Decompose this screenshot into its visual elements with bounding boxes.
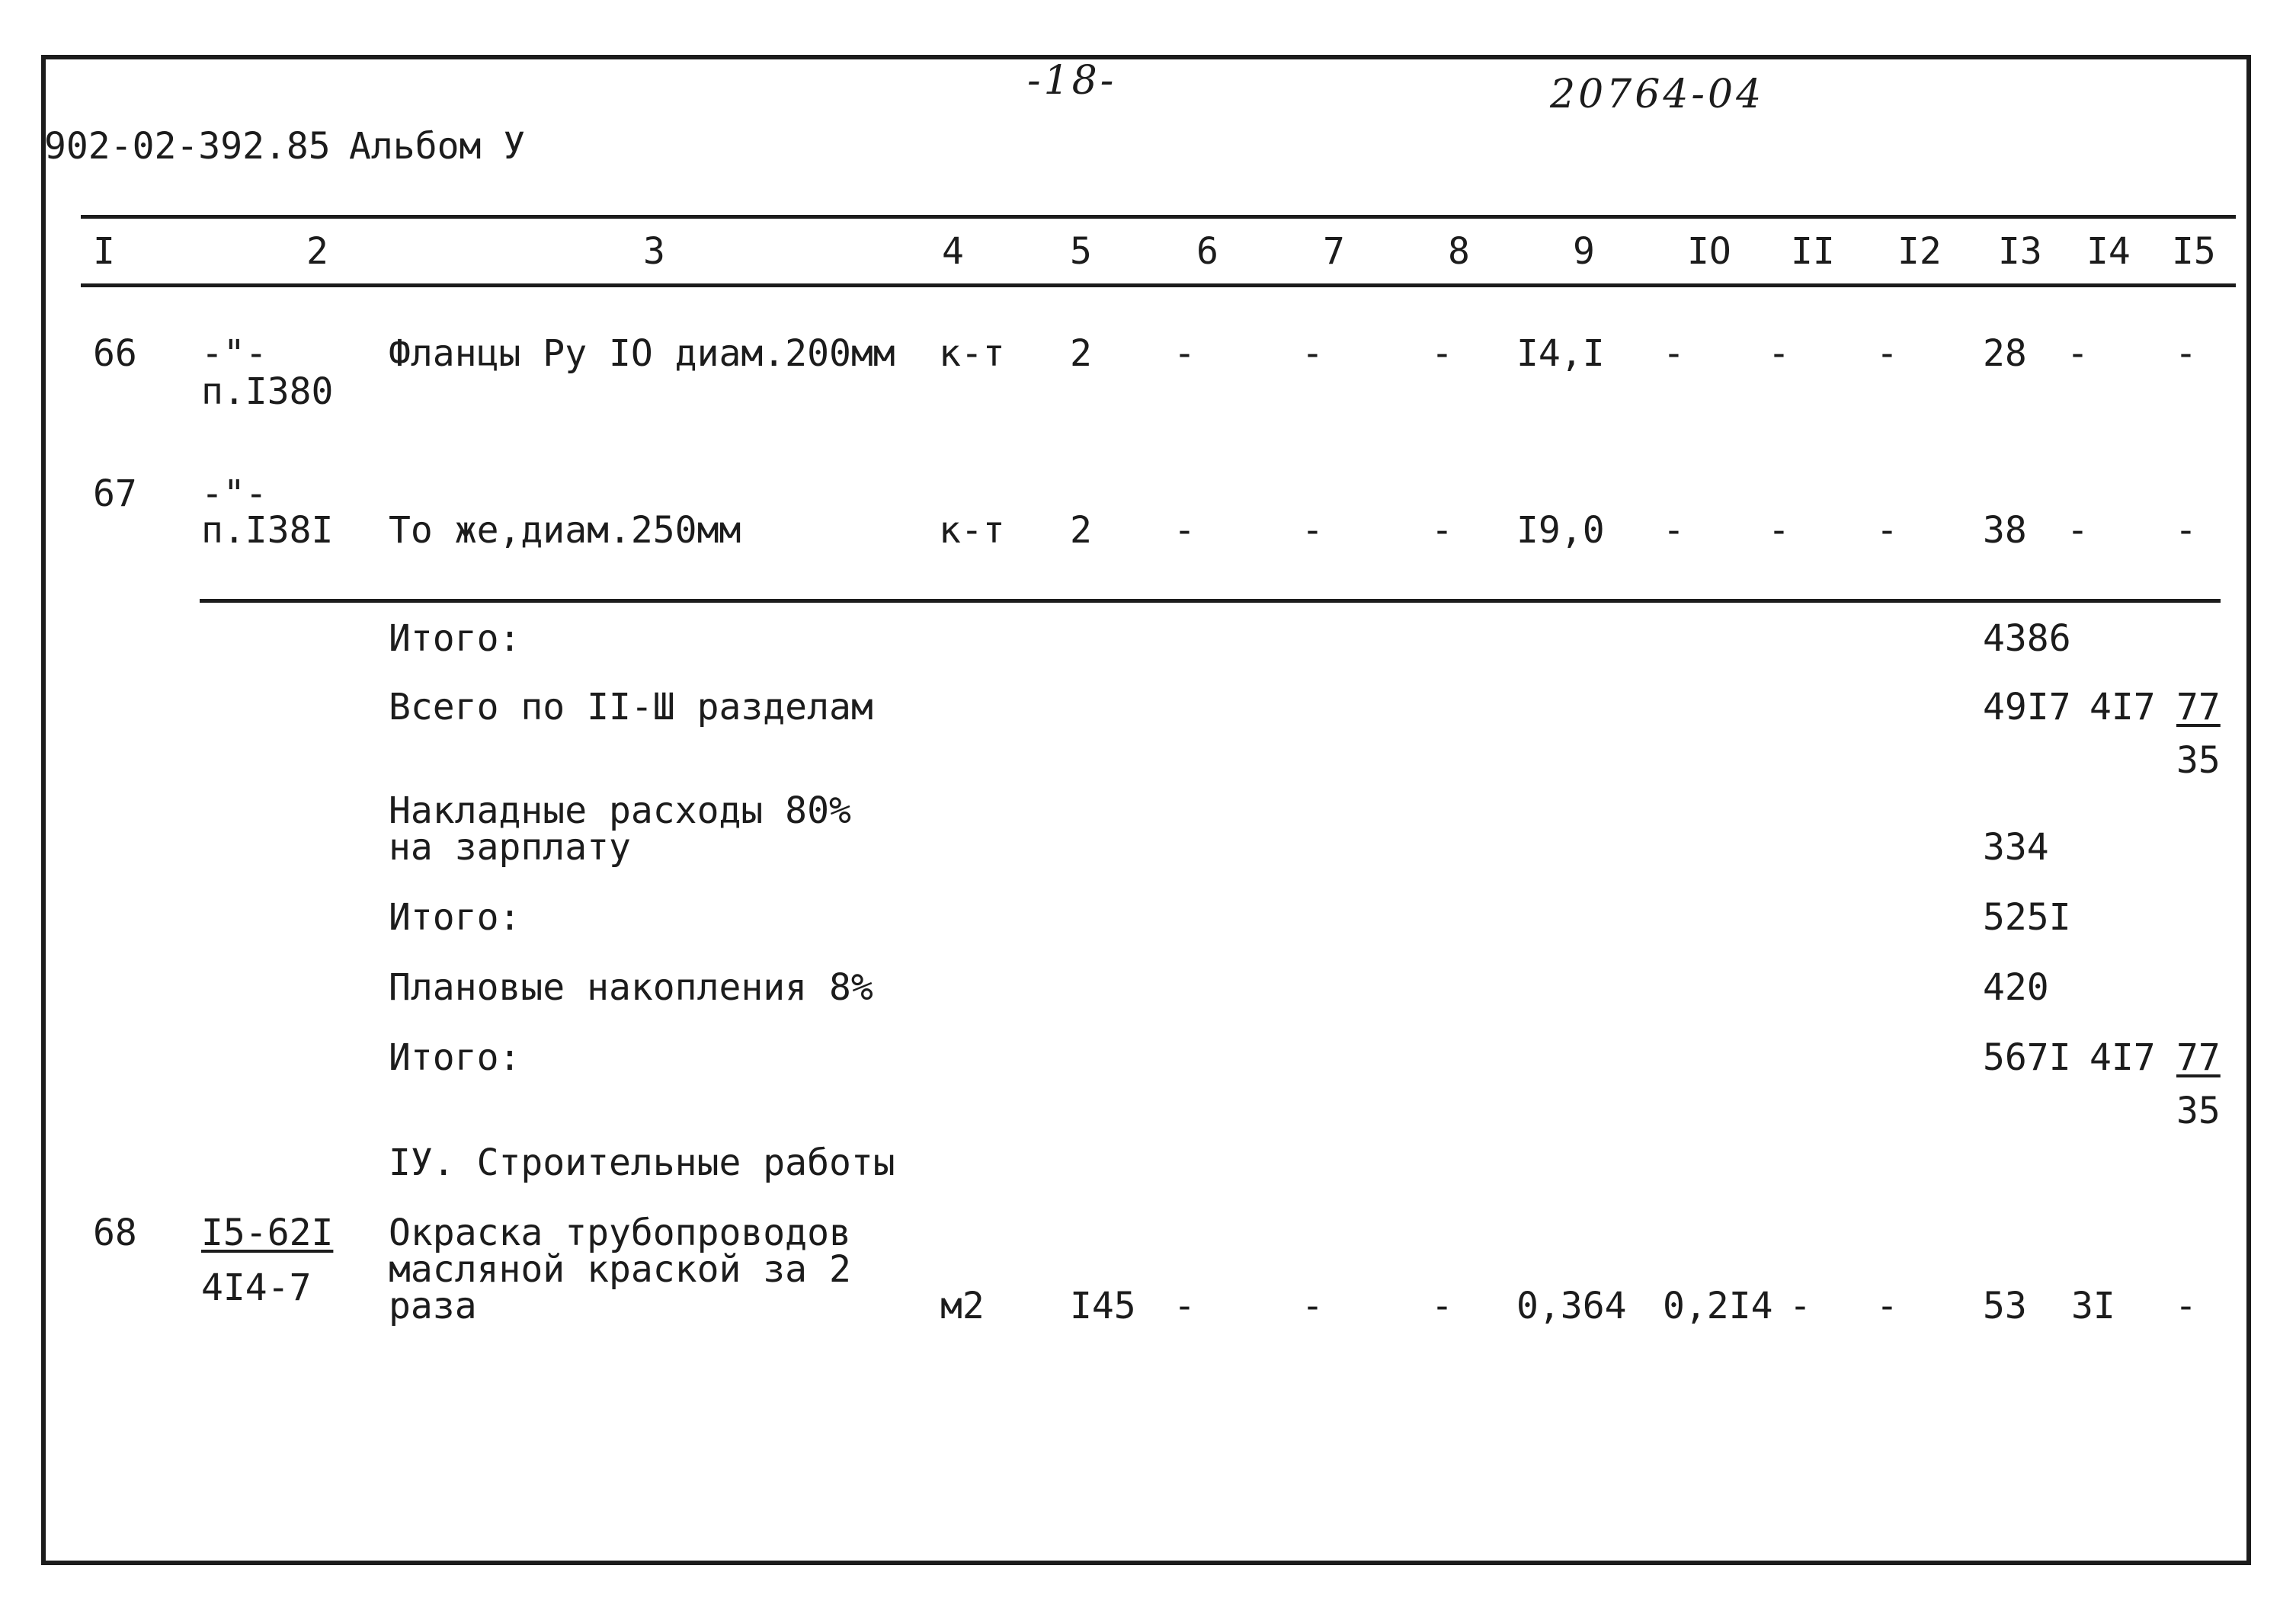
cell-c14: - [2067,509,2089,552]
cell-c12: - [1876,332,1898,375]
item-name: раза [389,1285,477,1327]
overhead-label: Накладные расходы 80% [389,789,851,832]
itogo-label: Итого: [389,617,521,660]
column-number: II [1791,230,1835,273]
column-number: 4 [942,230,964,273]
cell-c9: 0,364 [1516,1285,1627,1327]
section-title: IУ. Строительные работы [389,1141,895,1184]
unit: к-т [939,509,1005,552]
price-reference: I5-62I [201,1212,334,1254]
header-rule-bottom [81,283,2236,287]
column-number: I2 [1897,230,1942,273]
column-number: 9 [1573,230,1595,273]
cell-c11: - [1768,509,1790,552]
column-number: I [93,230,115,273]
column-number: 7 [1323,230,1345,273]
total-sections-c15-bottom: 35 [2176,739,2221,782]
cell-c6: - [1174,1285,1196,1327]
quantity: 2 [1070,332,1092,375]
itogo-c14: 4I7 [2089,1036,2156,1079]
cell-c12: - [1876,1285,1898,1327]
cell-c7: - [1302,1285,1324,1327]
album-title: Альбом У [349,125,526,168]
itogo-c15-bottom: 35 [2176,1090,2221,1132]
column-number: 3 [643,230,665,273]
cell-c8: - [1431,509,1453,552]
overhead-value: 334 [1983,826,2049,869]
planned-savings-label: Плановые накопления 8% [389,966,873,1009]
page-border [41,55,2251,1565]
unit: к-т [939,332,1005,375]
planned-savings-value: 420 [1983,966,2049,1009]
column-number: I5 [2172,230,2216,273]
column-number: I4 [2086,230,2131,273]
price-reference: п.I380 [201,370,334,413]
cell-c7: - [1302,509,1324,552]
cell-c14: 3I [2071,1285,2115,1327]
item-name: Окраска трубопроводов [389,1212,851,1254]
cell-c7: - [1302,332,1324,375]
cell-c9: I4,I [1516,332,1605,375]
archive-number: 20764-04 [1550,72,1765,117]
cell-c10: - [1663,332,1685,375]
cell-c13: 38 [1983,509,2027,552]
column-number: 8 [1448,230,1470,273]
row-number: 68 [93,1212,137,1254]
cell-c13: 28 [1983,332,2027,375]
row-number: 66 [93,332,137,375]
cell-c9: I9,0 [1516,509,1605,552]
total-sections-c13: 49I7 [1983,686,2071,728]
subtotal-rule [200,599,2221,603]
column-number: 5 [1070,230,1092,273]
cell-c10: - [1663,509,1685,552]
itogo-value: 4386 [1983,617,2071,660]
cell-c15: - [2175,1285,2197,1327]
total-sections-label: Всего по II-Ш разделам [389,686,873,728]
itogo-value: 567I [1983,1036,2071,1079]
column-number: I3 [1998,230,2042,273]
cell-c13: 53 [1983,1285,2027,1327]
header-rule-top [81,215,2236,219]
quantity: I45 [1070,1285,1136,1327]
unit: м2 [940,1285,985,1327]
price-reference: п.I38I [201,509,334,552]
column-number: IO [1687,230,1731,273]
total-sections-c14: 4I7 [2089,686,2156,728]
price-reference: 4I4-7 [201,1266,312,1309]
item-name: масляной краской за 2 [389,1248,851,1291]
item-name: Фланцы Ру IO диам.200мм [389,332,895,375]
cell-c15: - [2175,509,2197,552]
item-name: То же,диам.250мм [389,509,741,552]
overhead-label: на зарплату [389,826,631,869]
itogo-label: Итого: [389,896,521,939]
cell-c14: - [2067,332,2089,375]
column-number: 6 [1196,230,1218,273]
cell-c15: - [2175,332,2197,375]
itogo-c15-top: 77 [2176,1036,2221,1079]
cell-c6: - [1174,332,1196,375]
cell-c8: - [1431,1285,1453,1327]
row-number: 67 [93,472,137,515]
column-number: 2 [306,230,328,273]
cell-c10: 0,2I4 [1663,1285,1773,1327]
document-code: 902-02-392.85 [44,125,331,168]
cell-c11: - [1789,1285,1811,1327]
itogo-value: 525I [1983,896,2071,939]
quantity: 2 [1070,509,1092,552]
cell-c11: - [1768,332,1790,375]
page-number: -18- [1027,58,1117,104]
itogo-label: Итого: [389,1036,521,1079]
cell-c12: - [1876,509,1898,552]
price-reference: -"- [201,332,267,375]
cell-c8: - [1431,332,1453,375]
total-sections-c15-top: 77 [2176,686,2221,728]
cell-c6: - [1174,509,1196,552]
price-reference: -"- [201,472,267,515]
